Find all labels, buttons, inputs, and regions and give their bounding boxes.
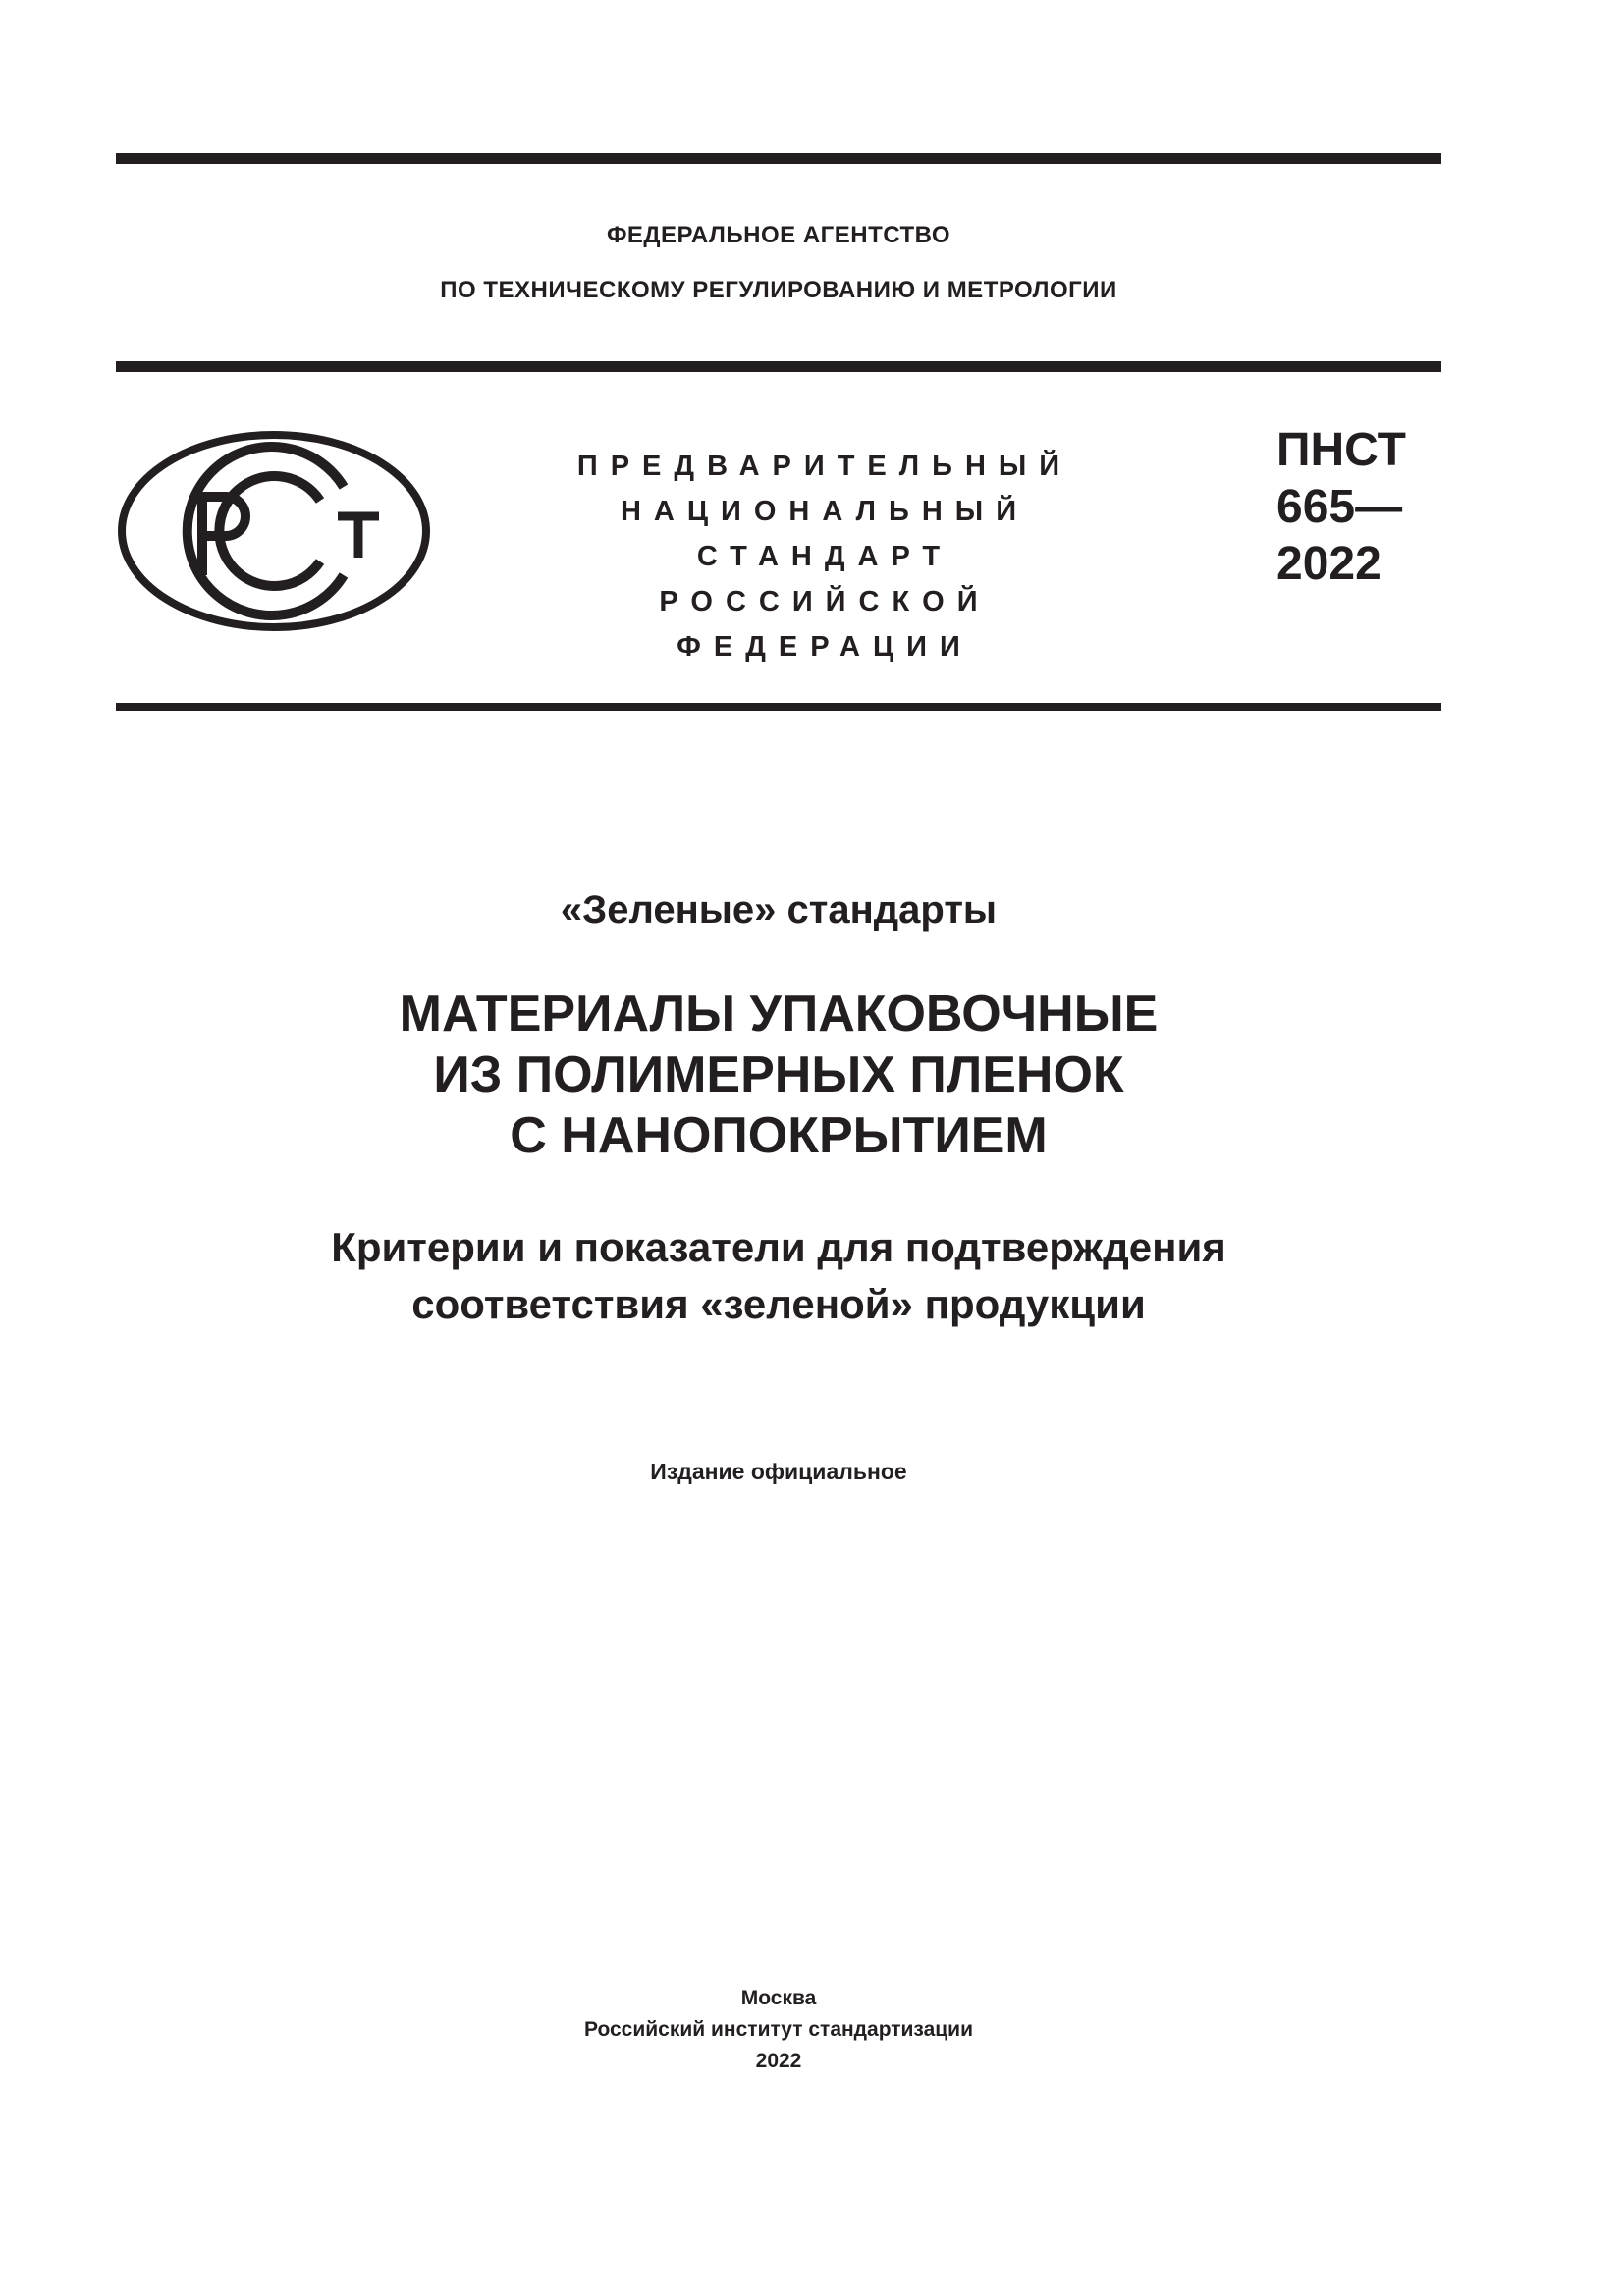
imprint-year: 2022 [755,2050,802,2072]
imprint-publisher: Российский институт стандартизации [583,2018,974,2041]
document-title-line: С НАНОПОКРЫТИЕМ [510,1107,1048,1164]
standard-type-line: НАЦИОНАЛЬНЫЙ [620,496,1030,527]
standard-type-line: СТАНДАРТ [696,541,953,572]
document-title-line: МАТЕРИАЛЫ УПАКОВОЧНЫЕ [399,986,1159,1042]
document-title-line: ИЗ ПОЛИМЕРНЫХ ПЛЕНОК [433,1046,1124,1103]
standard-number-prefix: ПНСТ [1276,424,1406,476]
top-rule [116,153,1441,164]
imprint-city: Москва [740,1987,817,2009]
standard-number-year: 2022 [1276,538,1381,590]
standard-number [1276,422,1406,593]
header-bottom-rule [116,703,1441,711]
standard-type-line: ПРЕДВАРИТЕЛЬНЫЙ [576,451,1073,482]
standard-number-code: 665— [1276,481,1403,533]
imprint-block [116,1983,1441,2077]
rst-gost-logo-icon [116,428,432,634]
edition-label: Издание официальное [650,1459,907,1484]
standard-type-line: РОССИЙСКОЙ [659,586,991,617]
series-title: «Зеленые» стандарты [560,888,998,932]
document-title [116,984,1441,1166]
document-subtitle [116,1219,1441,1333]
agency-name-line-1: ФЕДЕРАЛЬНОЕ АГЕНТСТВО [606,222,951,248]
standard-type-line: ФЕДЕРАЦИИ [677,631,973,663]
document-subtitle-line: Критерии и показатели для подтверждения [331,1224,1226,1270]
agency-name-line-2: ПО ТЕХНИЧЕСКОМУ РЕГУЛИРОВАНИЮ И МЕТРОЛОГИИ [440,277,1117,303]
standard-type-block [550,444,1100,669]
document-subtitle-line: соответствия «зеленой» продукции [411,1281,1146,1327]
header-rule [116,361,1441,372]
